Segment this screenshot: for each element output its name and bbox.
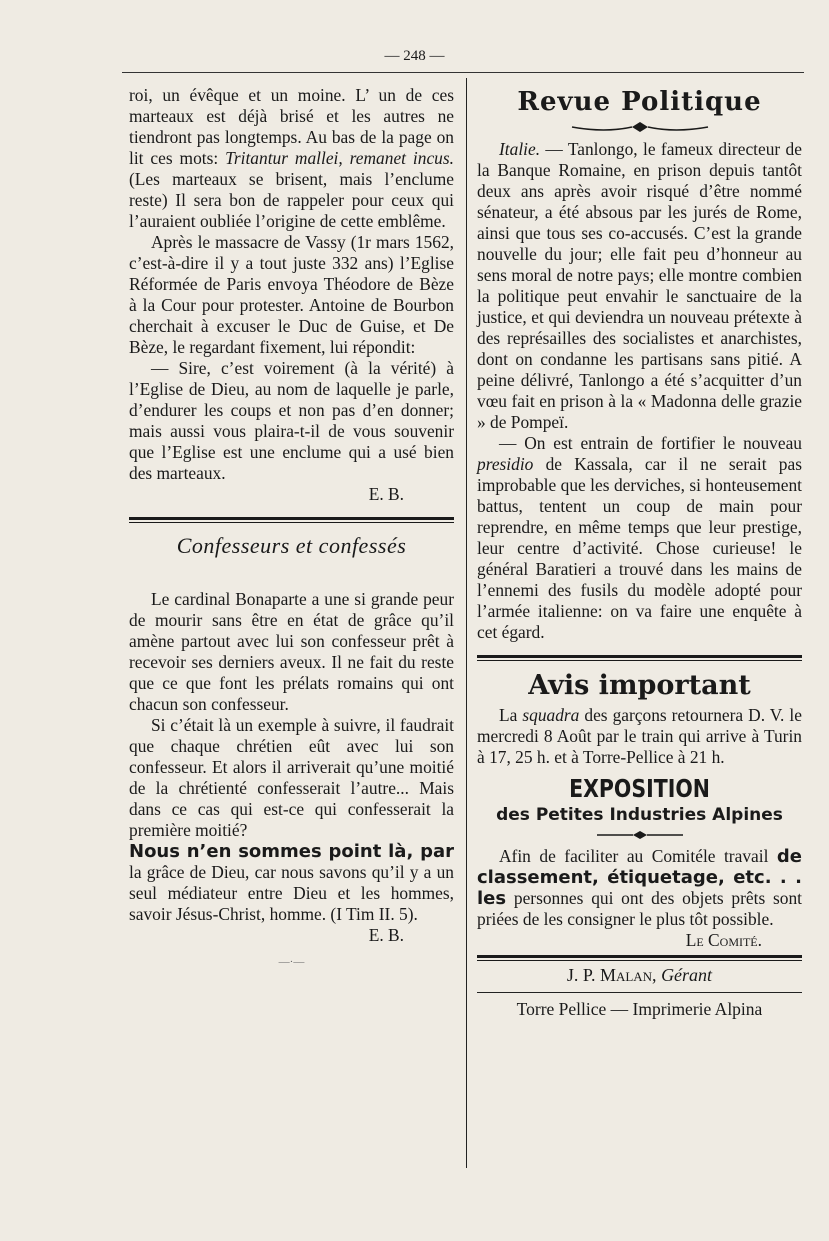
article-paragraph: Nous n’en sommes point là, par la grâce de Dieu, car nous savons qu’il y a un seul médiateur entre Dieu et les hommes, savoir Jésus-Christ, homme. (I Tim II. 5).: [129, 841, 454, 924]
article-paragraph: Italie. — Tanlongo, le fameux directeur de la Banque Romaine, en prison depuis tantôt deux ans après avoir risqué d’être nommé sénateur, a été absous par les jurés de Rome, ainsi que tous ses co-accusés. C’est la grande nouvelle du jour; elle fait peu d’honneur au sens moral de notre pays; elle montre combien la politique peut envahir le sanctuaire de la justice, et qui deviendra un nouveau prétexte à des représailles des socialistes et anarchistes, dont on condanne les partisans sans pitié. A peine délivré, Tanlongo a été s’acquitter d’un vœu fait en prison à la « Madonna delle grazie » de Pompeï.: [477, 139, 802, 432]
end-ornament: —·—: [278, 956, 305, 968]
article-paragraph: Après le massacre de Vassy (1r mars 1562, c’est-à-dire il y a tout juste 332 ans) l’Eglise Réformée de Paris envoya Théodore de Bèze à la Cour pour protester. Antoine de Bourbon cherchait à excuser le Duc de Guise, et De Bèze, le regardant fixement, lui répondit:: [129, 232, 454, 357]
notice-paragraph: La squadra des garçons retournera D. V. le mercredi 8 Août par le train qui arrive à Turin à 17, 25 h. et à Torre-Pellice à 21 h.: [477, 705, 802, 767]
exposition-subtitle: des Petites Industries Alpines: [496, 805, 783, 825]
section-title: Confesseurs et confessés: [176, 533, 407, 558]
page-number: — 248 —: [384, 48, 445, 64]
signature: E. B.: [368, 925, 404, 945]
left-column: [129, 85, 454, 973]
article-paragraph: Si c’était là un exemple à suivre, il faudrait que chaque chrétien eût avec lui son confesseur. Et alors il arriverait qu’une moitié de la chrétienté confesserait l’autre... Mais dans ce cas qui est-ce qui confesserait la première moitié?: [129, 715, 454, 840]
article-paragraph: roi, un évêque et un moine. L’ un de ces marteaux est déjà brisé et les autres ne tiendront pas longtemps. Au bas de la page on lit ces mots: Tritantur mallei, remanet incus. (Les marteaux se brisent, mais l’enclume reste) Il sera bon de rappeler pour ceux qui l’auraient oubliée l’origine de cette emblême.: [129, 85, 454, 231]
article-paragraph: Le cardinal Bonaparte a une si grande peur de mourir sans être en état de grâce qu’il amène partout avec lui son confesseur prêt à recevoir ses derniers aveux. Il ne fait du reste que ce que font les prélats romains qui ont chacun son confesseur.: [129, 589, 454, 714]
latin-quote: Tritantur mallei, remanet incus.: [225, 148, 454, 168]
printer-line: Torre Pellice — Imprimerie Alpina: [516, 999, 763, 1019]
signature: E. B.: [368, 484, 404, 504]
article-paragraph: — On est entrain de fortifier le nouveau presidio de Kassala, car il ne serait pas improbable que les derviches, si honteusement battus, tentent un coup de main pour reprendre, en même temps que leur prestige, leur centre d’activité. Chose curieuse! le général Baratieri a trouvé dans les mains de l’ennemi des fusils du modèle adopté pour l’armée italienne: on va faire une enquête à cet égard.: [477, 433, 802, 642]
gerant-line: J. P. Malan, Gérant: [566, 965, 713, 985]
avis-title: Avis important: [528, 670, 751, 701]
country-label: Italie.: [499, 139, 541, 159]
small-ornament-icon: [595, 830, 685, 840]
article-paragraph: — Sire, c’est voirement (à la vérité) à l’Eglise de Dieu, au nom de laquelle je parle, d’endurer les coups et non pas d’en donner; mais aussi vous plaira-t-il de vous souvenir que l’Eglise est une enclume qui a usé bien des marteaux.: [129, 358, 454, 483]
section-divider: [129, 517, 454, 523]
bold-phrase: Nous n’en sommes point là, par: [129, 841, 454, 862]
section-divider: [477, 655, 802, 661]
ornament-icon: [570, 121, 710, 133]
section-divider: [477, 955, 802, 961]
right-column: [477, 85, 802, 1020]
revue-title: Revue Politique: [517, 87, 762, 117]
column-divider: [466, 78, 467, 1168]
header-rule: [122, 72, 804, 73]
footer-rule: [477, 992, 802, 993]
exposition-title: EXPOSITION: [569, 774, 710, 803]
notice-paragraph: Afin de faciliter au Comitéle travail de classement, étiquetage, etc. . . les personnes qui ont des objets prêts sont priées de les consigner le plus tôt possible.: [477, 846, 802, 929]
committee-signature: Le Comité.: [685, 930, 762, 950]
